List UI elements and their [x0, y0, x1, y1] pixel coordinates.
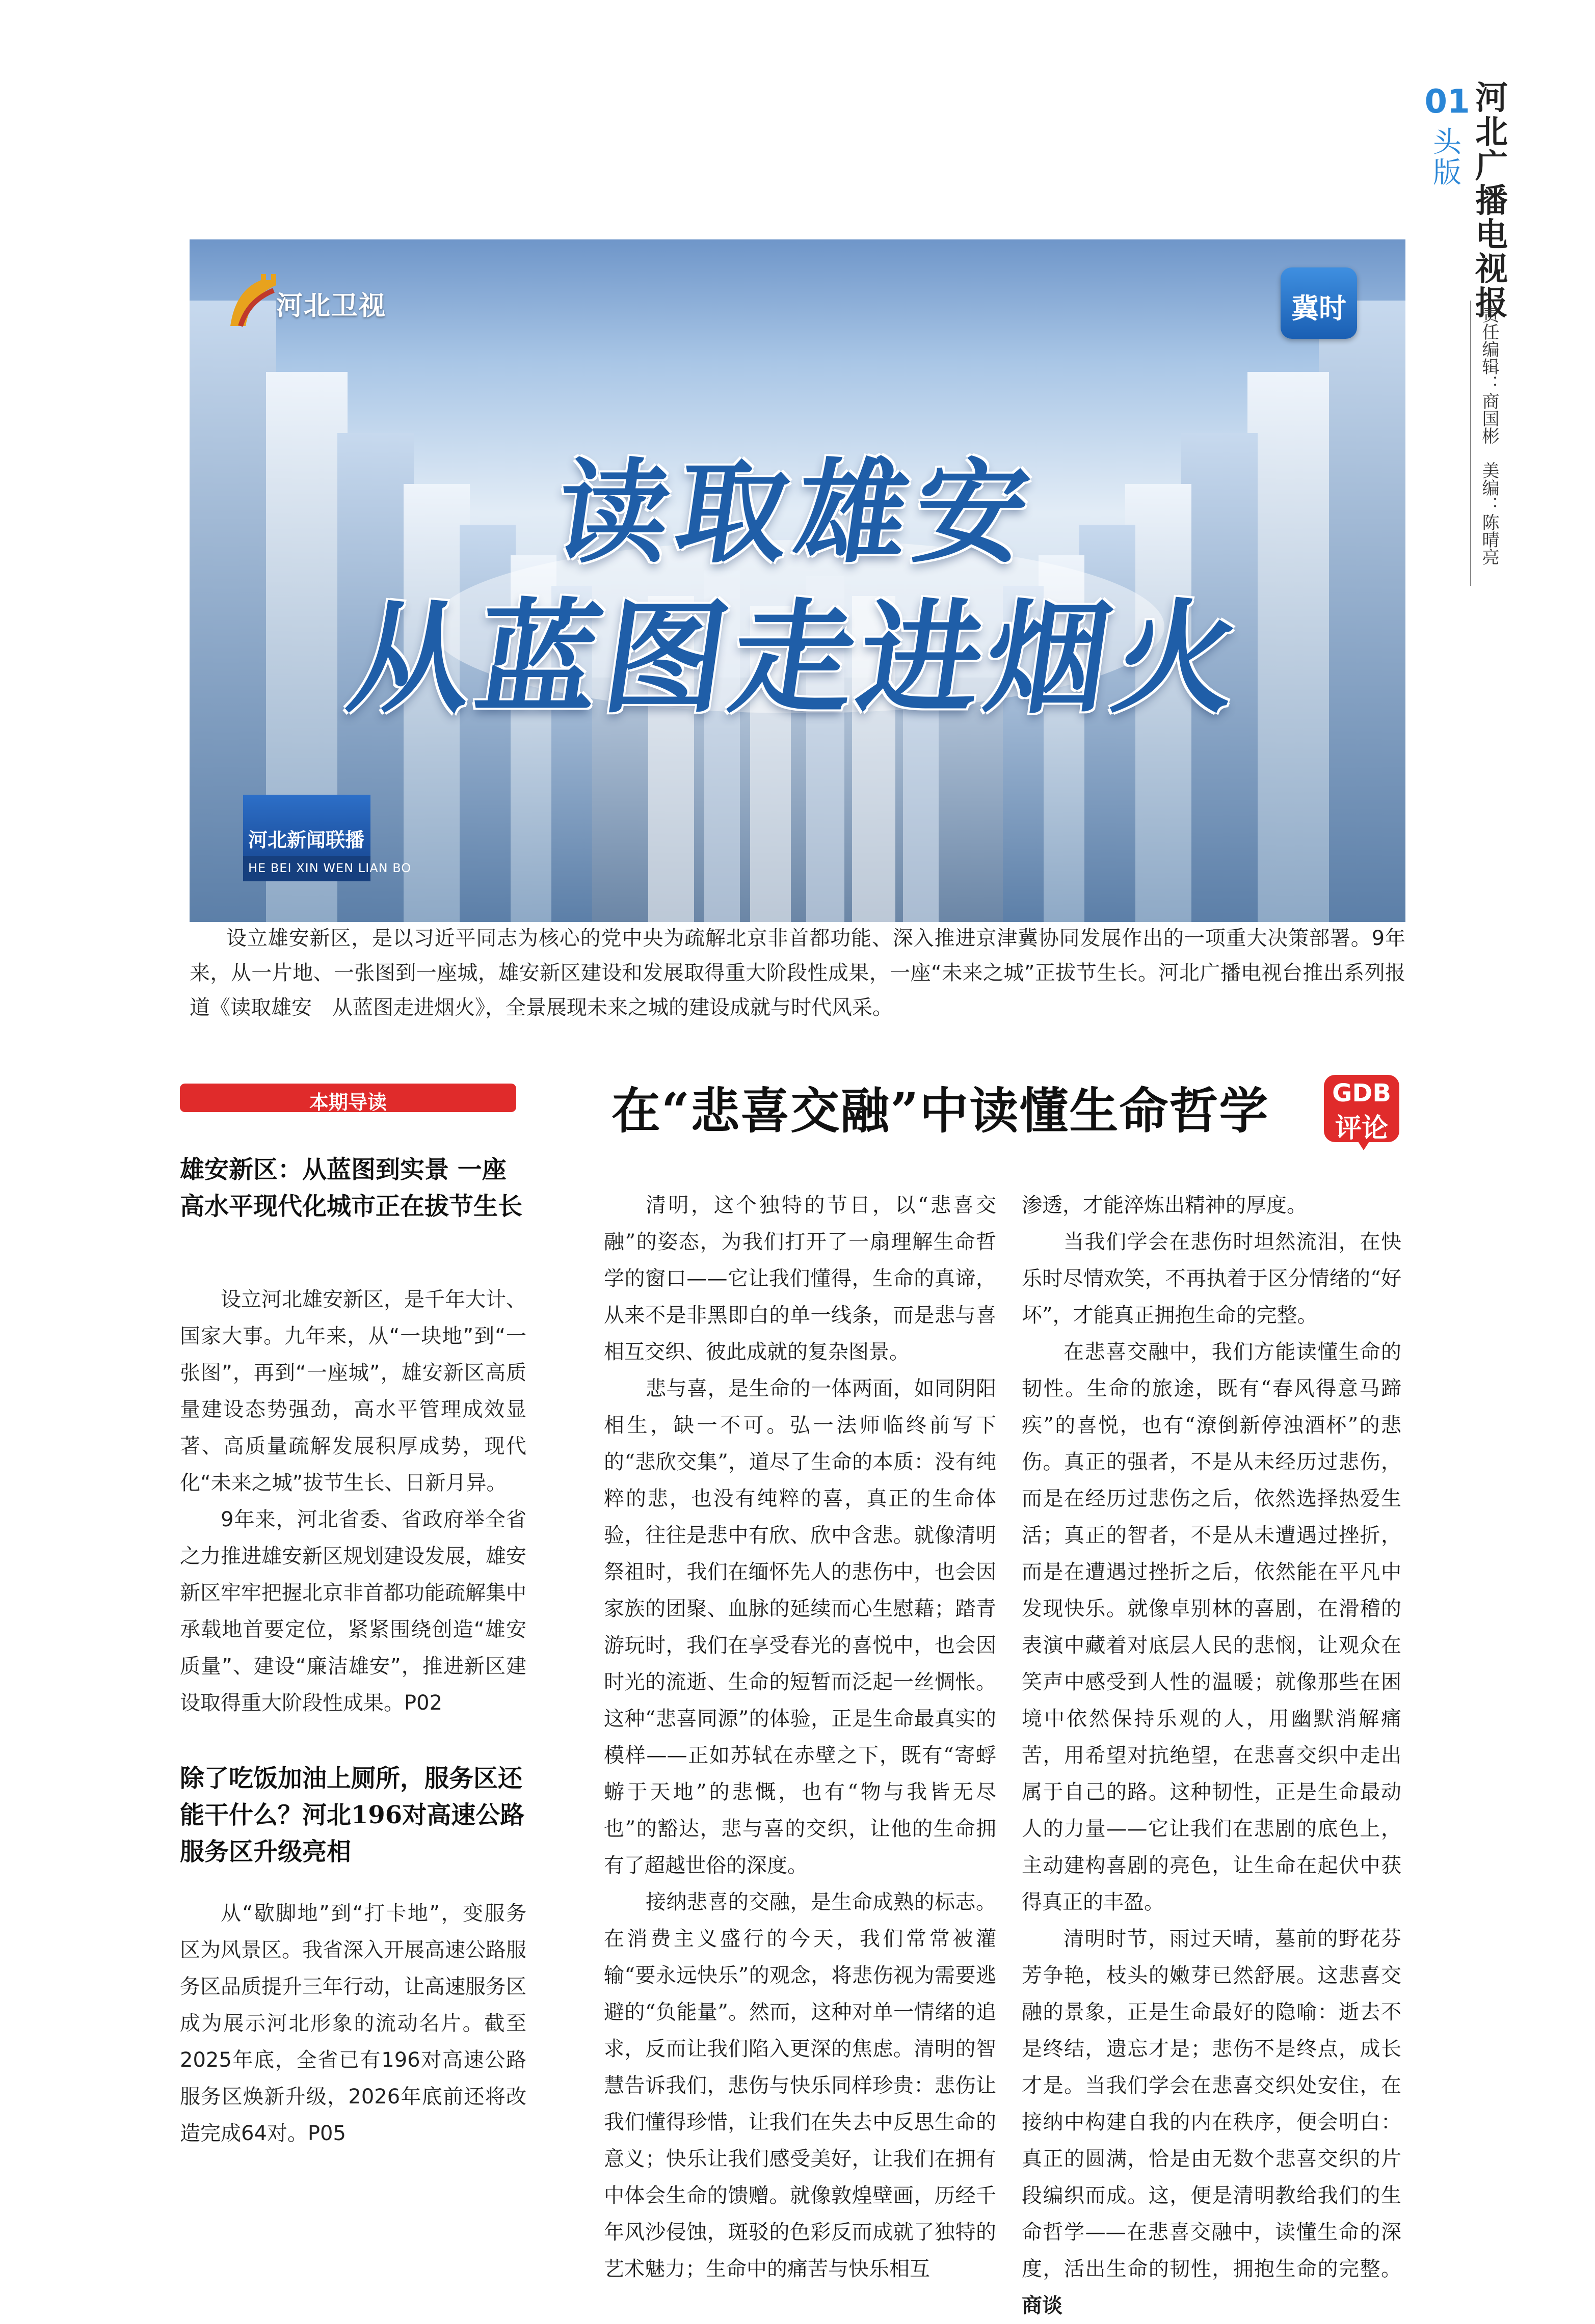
article-paragraph-3-cont: 渗透，才能淬炼出精神的厚度。 [1022, 1194, 1307, 1217]
designer-credit: 美编：陈晴亮 [1479, 462, 1499, 565]
article-paragraph-2: 悲与喜，是生命的一体两面，如同阴阳相生，缺一不可。弘一法师临终前写下的“悲欣交集”，道尽了生命的本质：没有纯粹的悲，也没有纯粹的喜，真正的生命体验，往往是悲中有欣、欣中含悲。就像清明祭祖时，我们在缅怀先人的悲伤中，也会因家族的团聚、血脉的延续而心生慰藉；踏青游玩时，我们在享受春光的喜悦中，也会因时光的流逝、生命的短暂而泛起一丝惆怅。这种“悲喜同源”的体验，正是生命最真实的模样——正如苏轼在赤壁之下，既有“寄蜉蝣于天地”的悲慨，也有“物与我皆无尽也”的豁达，悲与喜的交织，让他的生命拥有了超越世俗的深度。 [604, 1377, 996, 1877]
guide-item1-page-ref[interactable]: P02 [404, 1691, 443, 1715]
guide-label: 本期导读 [309, 1091, 387, 1114]
news-program-badge [243, 795, 412, 886]
hebei-tv-logo [225, 270, 393, 331]
guide-header-bar [180, 1084, 516, 1112]
guide-item1-para2 [180, 1501, 526, 1721]
guide-item2-body [180, 1895, 526, 2152]
news-badge-pinyin: HE BEI XIN WEN LIAN BO [248, 861, 412, 875]
credits [1478, 306, 1498, 565]
guide-item1-para2-text: 9年来，河北省委、省政府举全省之力推进雄安新区规划建设发展，雄安新区牢牢把握北京非首都功能疏解集中承载地首要定位，紧紧围绕创造“雄安质量”、建设“廉洁雄安”，推进新区建设取得重大阶段性成果。 [180, 1508, 526, 1715]
news-badge-bottom [243, 856, 412, 881]
article-paragraph-6 [1022, 1921, 1401, 2324]
great-wall-icon [225, 270, 276, 331]
article-paragraph-1: 清明，这个独特的节日，以“悲喜交融”的姿态，为我们打开了一扇理解生命哲学的窗口——它让我们懂得，生命的真谛，从来不是非黑即白的单一线条，而是悲与喜相互交织、彼此成就的复杂图景。 [604, 1194, 996, 1364]
article-paragraph-3: 接纳悲喜的交融，是生命成熟的标志。在消费主义盛行的今天，我们常常被灌输“要永远快乐”的观念，将悲伤视为需要逃避的“负能量”。然而，这种对单一情绪的追求，反而让我们陷入更深的焦虑。清明的智慧告诉我们，悲伤与快乐同样珍贵：悲伤让我们懂得珍惜，让我们在失去中反思生命的意义；快乐让我们感受美好，让我们在拥有中体会生命的馈赠。就像敦煌壁画，历经千年风沙侵蚀，斑驳的色彩反而成就了独特的艺术魅力；生命中的痛苦与快乐相互 [604, 1890, 996, 2281]
guide-item1-para1: 设立河北雄安新区，是千年大计、国家大事。九年来，从“一块地”到“一张图”，再到“一座城”，雄安新区高质量建设态势强劲，高水平管理成效显著、高质量疏解发展积厚成势，现代化“未来之城”拔节生长、日新月异。 [180, 1288, 526, 1495]
hero-image [190, 239, 1405, 922]
guide-item2-page-ref[interactable]: P05 [307, 2122, 346, 2145]
newspaper-name: 河北广播电视报 [1475, 79, 1508, 323]
gdb-badge-line2: 评论 [1335, 1113, 1388, 1144]
article-title: 在“悲喜交融”中读懂生命哲学 [612, 1082, 1269, 1140]
page-number: 01 [1424, 83, 1470, 121]
masthead-divider [1470, 301, 1471, 586]
news-badge-top [243, 795, 370, 856]
gdb-badge-line1: GDB [1332, 1079, 1391, 1107]
guide-item1-body [180, 1281, 526, 1721]
article-column-2 [1022, 1187, 1401, 2324]
guide-item2-para1-text: 从“歇脚地”到“打卡地”，变服务区为风景区。我省深入开展高速公路服务区品质提升三年行动，让高速服务区成为展示河北形象的流动名片。截至2025年底，全省已有196对高速公路服务区焕新升级，2026年底前还将改造完成64对。 [180, 1902, 526, 2145]
article-column-1 [604, 1187, 996, 2287]
hero-caption: 设立雄安新区，是以习近平同志为核心的党中央为疏解北京非首都功能、深入推进京津冀协同发展作出的一项重大决策部署。9年来，从一片地、一张图到一座城，雄安新区建设和发展取得重大阶段性成果，一座“未来之城”正拔节生长。河北广播电视台推出系列报道《读取雄安 从蓝图走进烟火》，全景展现未来之城的建设成就与时代风采。 [190, 927, 1405, 1019]
news-badge-title: 河北新闻联播 [248, 829, 365, 851]
hero-title-line2: 从蓝图走进烟火 [340, 586, 1253, 730]
editor-credit: 责任编辑：商国彬 [1479, 306, 1499, 444]
section-name: 头版 [1433, 126, 1461, 190]
jishi-app-logo [1281, 267, 1357, 339]
guide-item2-para1 [180, 1895, 526, 2152]
gdb-comment-badge [1324, 1075, 1399, 1151]
article-paragraph-4: 当我们学会在悲伤时坦然流泪，在快乐时尽情欢笑，不再执着于区分情绪的“好坏”，才能真正拥抱生命的完整。 [1022, 1230, 1401, 1327]
article-byline: 商谈 [1022, 2294, 1062, 2317]
guide-item2-title[interactable]: 除了吃饭加油上厕所，服务区还能干什么？河北196对高速公路服务区升级亮相 [180, 1764, 525, 1866]
article-paragraph-6-text: 清明时节，雨过天晴，墓前的野花芬芳争艳，枝头的嫩芽已然舒展。这悲喜交融的景象，正是生命最好的隐喻：逝去不是终结，遗忘才是；悲伤不是终点，成长才是。当我们学会在悲喜交织处安住，在接纳中构建自我的内在秩序，便会明白：真正的圆满，恰是由无数个悲喜交织的片段编织而成。这，便是清明教给我们的生命哲学——在悲喜交融中，读懂生命的深度，活出生命的韧性，拥抱生命的完整。 [1022, 1927, 1401, 2281]
guide-item1-title[interactable]: 雄安新区：从蓝图到实景 一座高水平现代化城市正在拔节生长 [180, 1155, 523, 1221]
hebei-tv-logo-text: 河北卫视 [276, 291, 387, 321]
hero-title-line1: 读取雄安 [548, 446, 1044, 578]
jishi-logo-text: 冀时 [1291, 292, 1346, 325]
article-paragraph-5: 在悲喜交融中，我们方能读懂生命的韧性。生命的旅途，既有“春风得意马蹄疾”的喜悦，也有“潦倒新停浊酒杯”的悲伤。真正的强者，不是从未经历过悲伤，而是在经历过悲伤之后，依然选择热爱生活；真正的智者，不是从未遭遇过挫折，而是在遭遇过挫折之后，依然能在平凡中发现快乐。就像卓别林的喜剧，在滑稽的表演中藏着对底层人民的悲悯，让观众在笑声中感受到人性的温暖；就像那些在困境中依然保持乐观的人，用幽默消解痛苦，用希望对抗绝望，在悲喜交织中走出属于自己的路。这种韧性，正是生命最动人的力量——它让我们在悲剧的底色上，主动建构喜剧的亮色，让生命在起伏中获得真正的丰盈。 [1022, 1340, 1401, 1914]
